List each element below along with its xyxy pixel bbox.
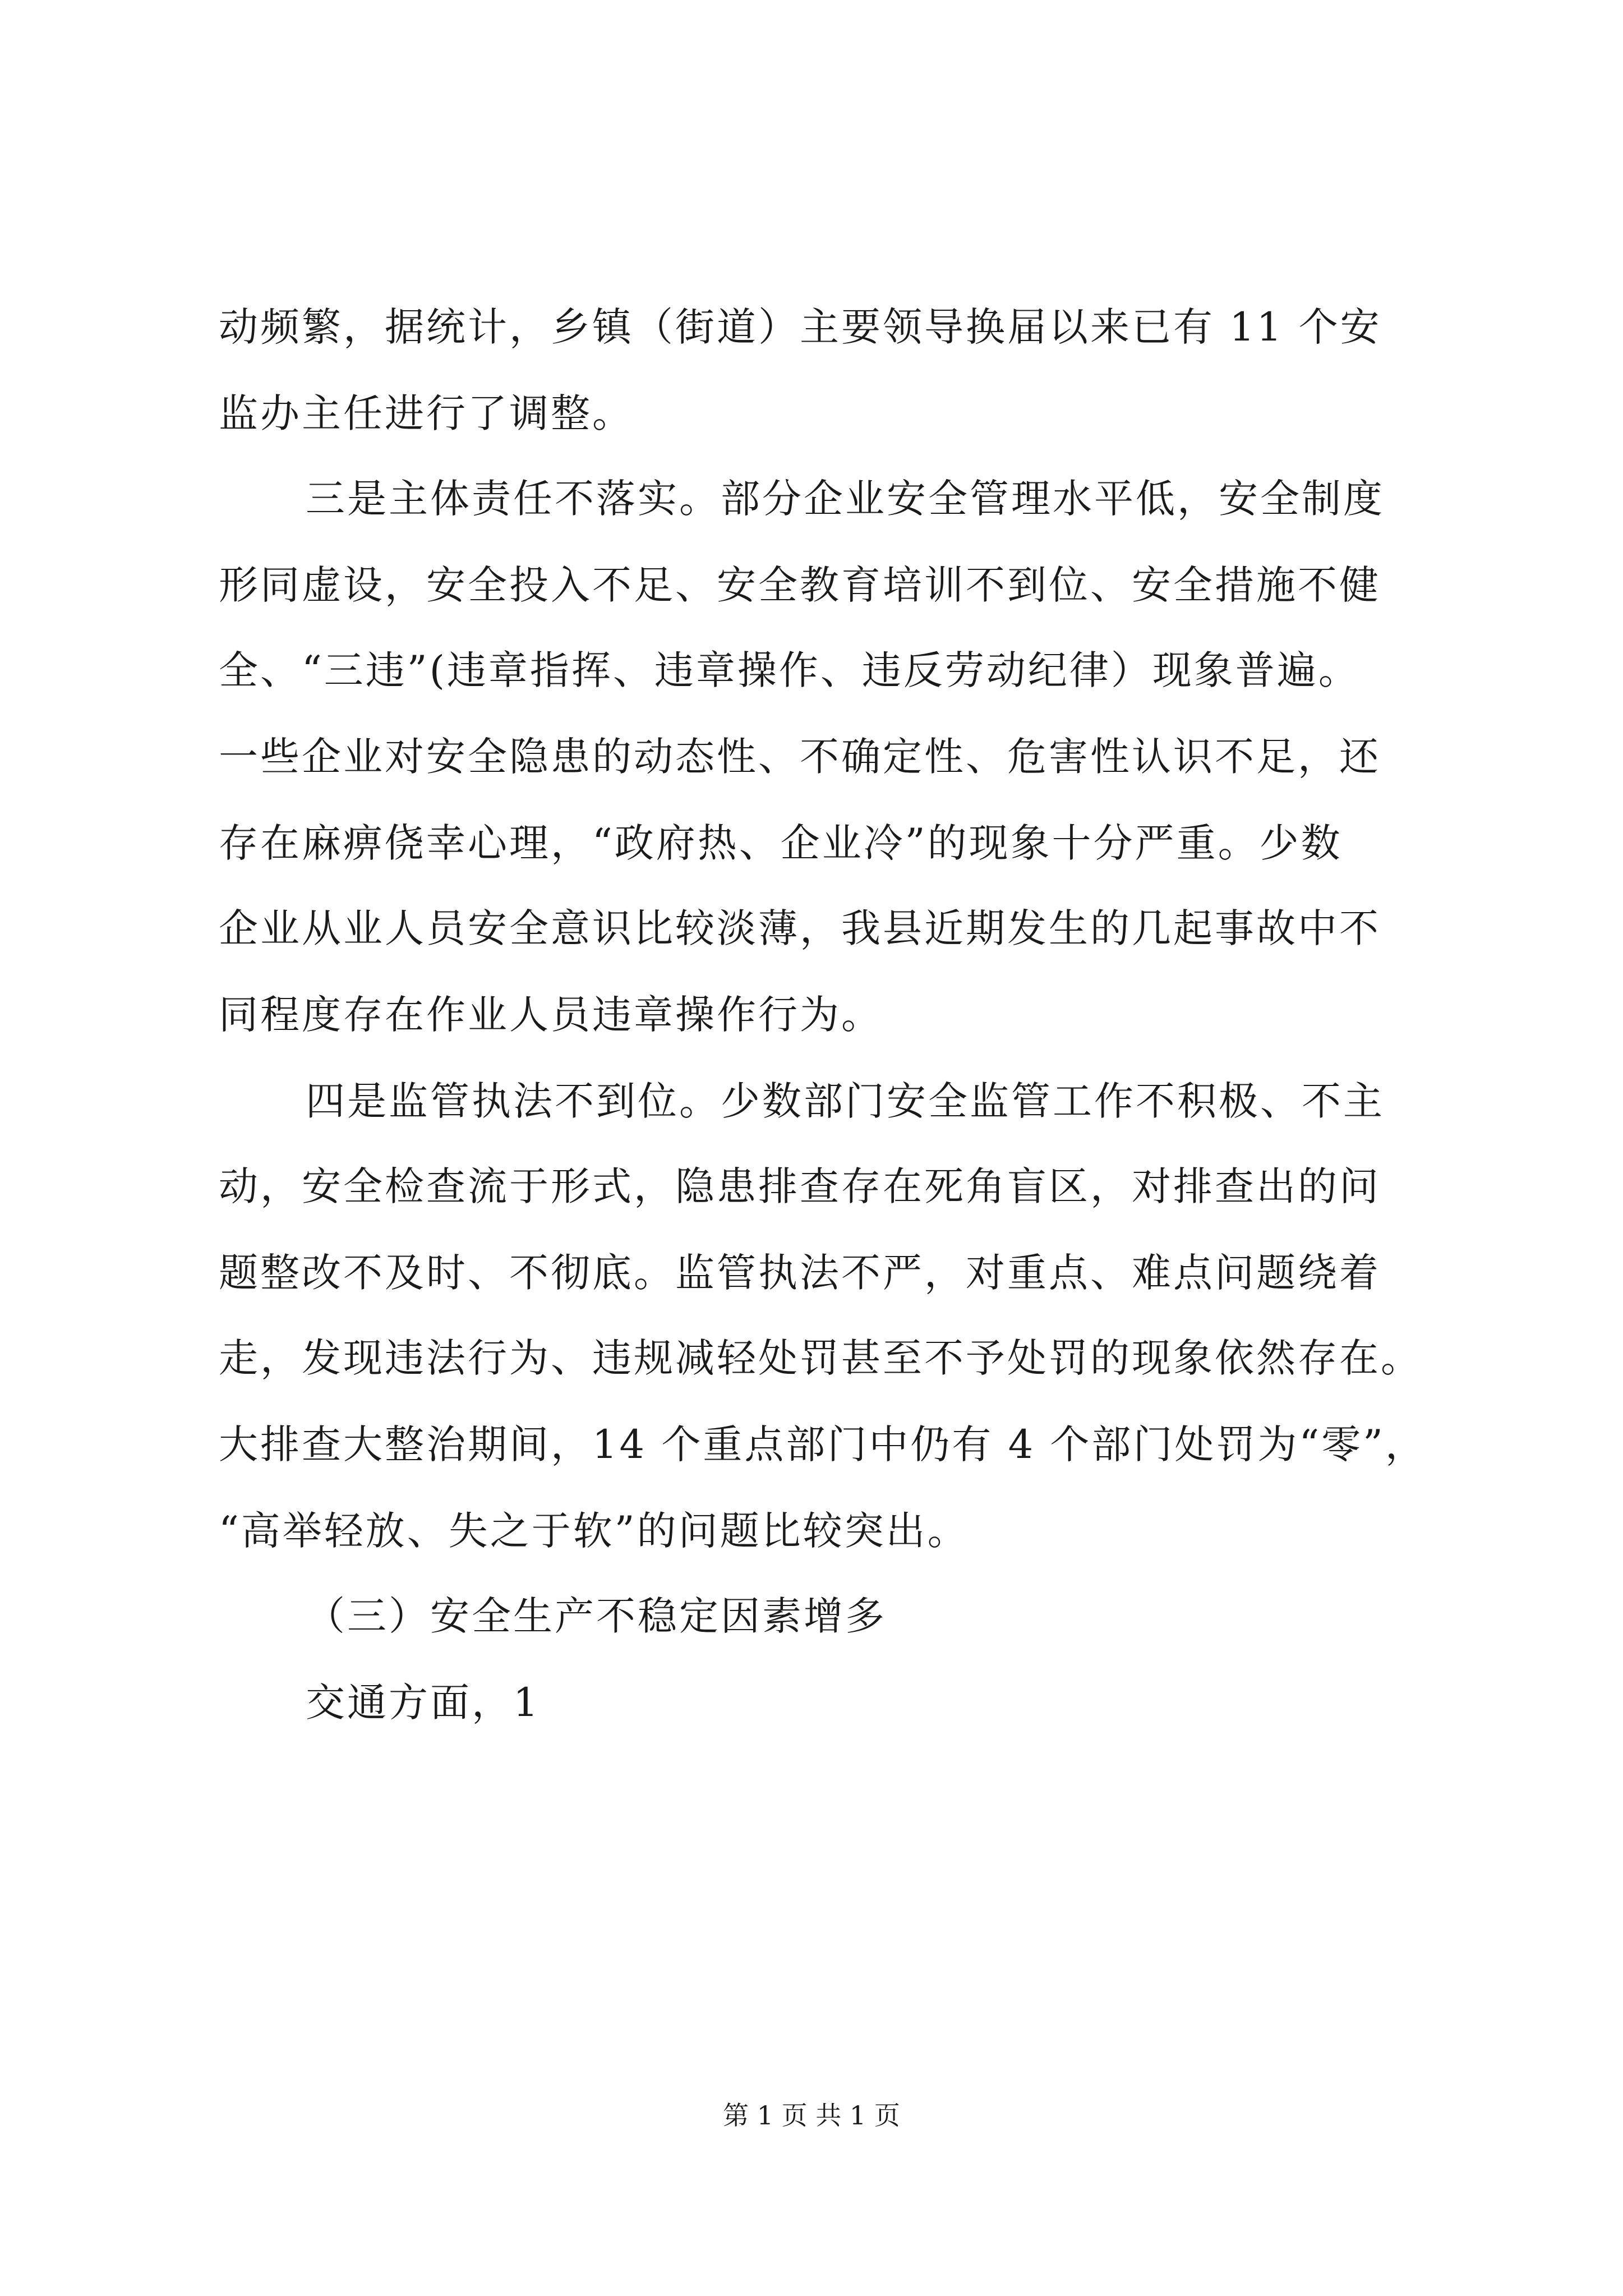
- text-line: 监办主任进行了调整。: [219, 390, 634, 436]
- text-line: 存在麻痹侥幸心理，“政府热、企业冷”的现象十分严重。少数: [219, 820, 1343, 866]
- text-line: 四是监管执法不到位。少数部门安全监管工作不积极、不主: [306, 1078, 1385, 1124]
- text-line: 动频繁，据统计，乡镇（街道）主要领导换届以来已有 11 个安: [219, 304, 1382, 350]
- page-footer: 第 1 页 共 1 页: [723, 2100, 900, 2131]
- text-line: 大排查大整治期间，14 个重点部门中仍有 4 个部门处罚为“零”，: [219, 1421, 1427, 1467]
- text-line: 三是主体责任不落实。部分企业安全管理水平低，安全制度: [306, 476, 1385, 522]
- text-line: 一些企业对安全隐患的动态性、不确定性、危害性认识不足，还: [219, 734, 1381, 780]
- text-line: 形同虚设，安全投入不足、安全教育培训不到位、安全措施不健: [219, 562, 1381, 608]
- text-line: “高举轻放、失之于软”的问题比较突出。: [219, 1508, 969, 1554]
- section-heading: （三）安全生产不稳定因素增多: [306, 1593, 887, 1639]
- text-line: 题整改不及时、不彻底。监管执法不严，对重点、难点问题绕着: [219, 1250, 1381, 1296]
- text-line: 同程度存在作业人员违章操作行为。: [219, 992, 883, 1038]
- text-line: 走，发现违法行为、违规减轻处罚甚至不予处罚的现象依然存在。: [219, 1335, 1422, 1381]
- text-line: 企业从业人员安全意识比较淡薄，我县近期发生的几起事故中不: [219, 905, 1381, 951]
- text-line: 动，安全检查流于形式，隐患排查存在死角盲区，对排查出的问: [219, 1163, 1381, 1209]
- text-line: 全、“三违”(违章指挥、违章操作、违反劳动纪律）现象普遍。: [219, 647, 1360, 693]
- text-line: 交通方面，1: [306, 1680, 541, 1726]
